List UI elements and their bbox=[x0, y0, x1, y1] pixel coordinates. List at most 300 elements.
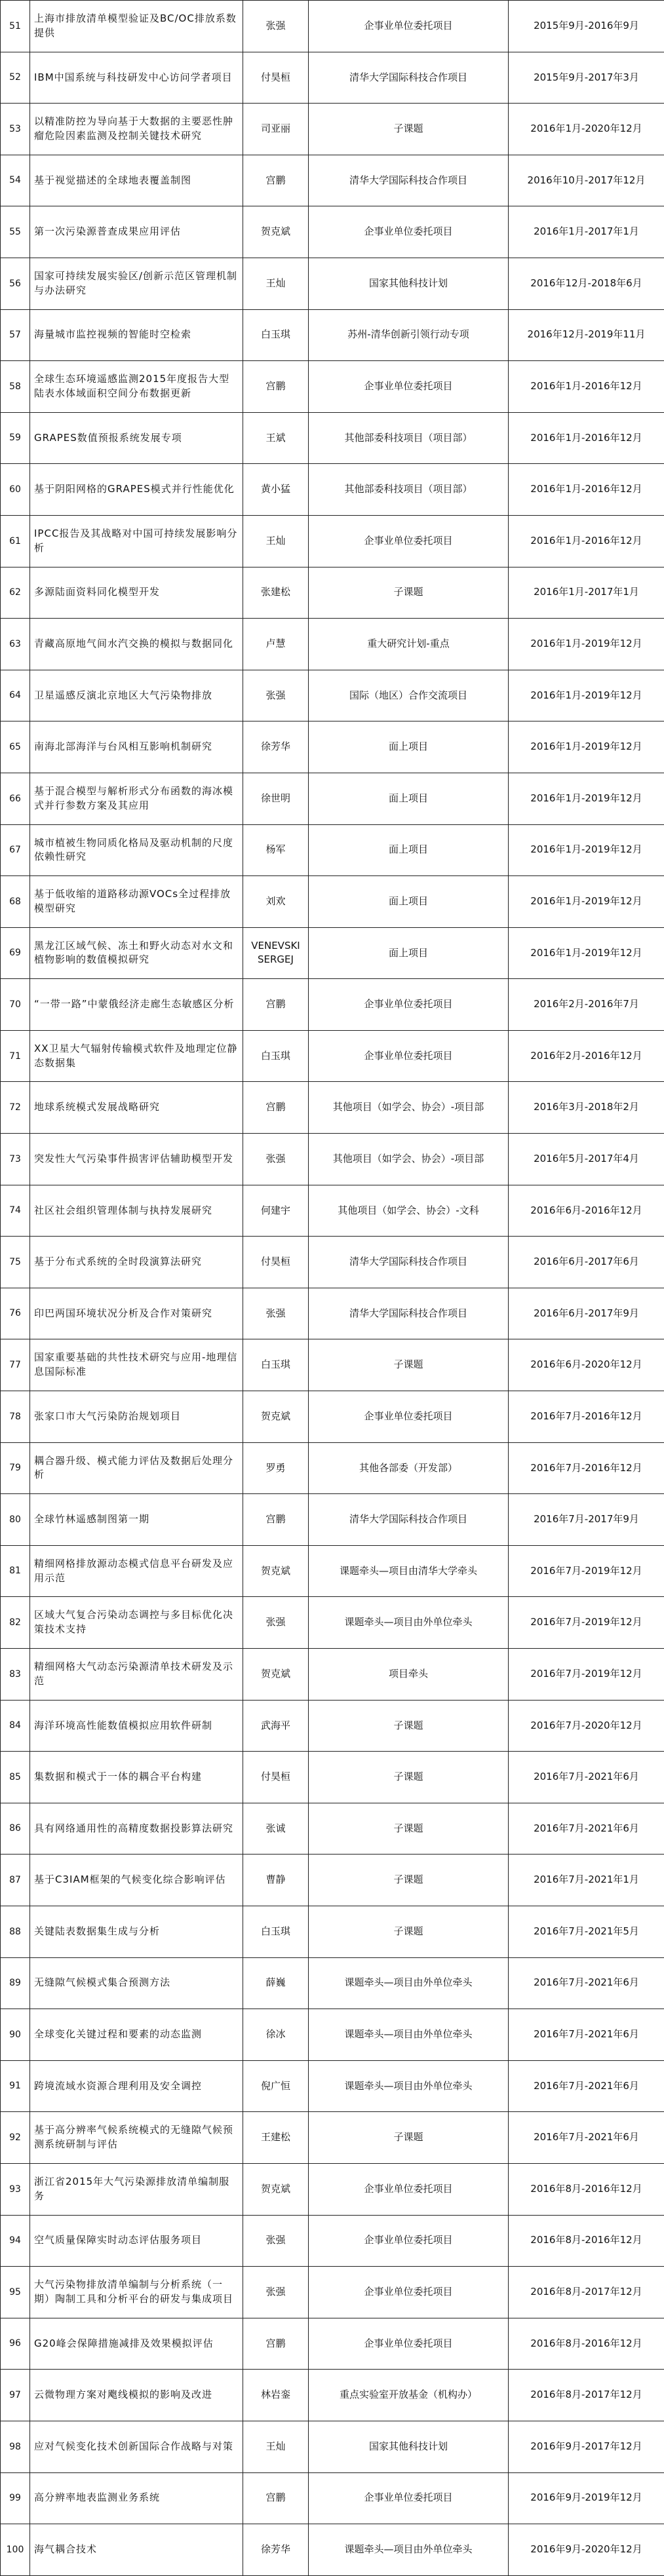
project-period: 2016年1月-2016年12月 bbox=[509, 464, 664, 516]
project-type: 企事业单位委托项目 bbox=[309, 206, 509, 258]
row-number: 73 bbox=[1, 1134, 30, 1185]
project-leader: 何建宇 bbox=[243, 1185, 309, 1237]
table-row bbox=[1, 104, 664, 155]
project-type: 课题牵头—项目由外单位牵头 bbox=[309, 2524, 509, 2576]
project-period: 2016年1月-2016年12月 bbox=[509, 361, 664, 413]
table-row bbox=[1, 206, 664, 258]
project-type: 面上项目 bbox=[309, 927, 509, 979]
project-title: 海洋环境高性能数值模拟应用软件研制 bbox=[30, 1700, 243, 1752]
table-row bbox=[1, 567, 664, 619]
project-title: 地球系统模式发展战略研究 bbox=[30, 1082, 243, 1134]
table-row bbox=[1, 2009, 664, 2061]
table-row bbox=[1, 876, 664, 928]
row-number: 81 bbox=[1, 1545, 30, 1597]
project-title: 第一次污染源普查成果应用评估 bbox=[30, 206, 243, 258]
project-title: 青藏高原地气间水汽交换的模拟与数据同化 bbox=[30, 619, 243, 670]
project-title: 国家重要基础的共性技术研究与应用-地理信息国际标准 bbox=[30, 1339, 243, 1391]
table-row bbox=[1, 2421, 664, 2472]
row-number: 54 bbox=[1, 155, 30, 206]
project-period: 2016年12月-2018年6月 bbox=[509, 258, 664, 309]
table-row bbox=[1, 1237, 664, 1288]
table-row bbox=[1, 721, 664, 773]
project-title: 南海北部海洋与台风相互影响机制研究 bbox=[30, 721, 243, 773]
project-title: 以精准防控为导向基于大数据的主要恶性肿瘤危险因素监测及控制关键技术研究 bbox=[30, 104, 243, 155]
project-period: 2016年9月-2019年12月 bbox=[509, 2472, 664, 2524]
project-type: 子课题 bbox=[309, 1906, 509, 1957]
project-leader: 宫鹏 bbox=[243, 1082, 309, 1134]
project-type: 企事业单位委托项目 bbox=[309, 361, 509, 413]
project-period: 2015年9月-2017年3月 bbox=[509, 52, 664, 104]
row-number: 56 bbox=[1, 258, 30, 309]
row-number: 51 bbox=[1, 1, 30, 52]
table-row bbox=[1, 2060, 664, 2112]
project-title: 张家口市大气污染防治规划项目 bbox=[30, 1391, 243, 1443]
project-leader: 张强 bbox=[243, 1, 309, 52]
table-row bbox=[1, 1030, 664, 1082]
project-type: 国际（地区）合作交流项目 bbox=[309, 670, 509, 721]
project-leader: 徐世明 bbox=[243, 773, 309, 824]
row-number: 82 bbox=[1, 1597, 30, 1649]
table-row bbox=[1, 1957, 664, 2009]
project-period: 2016年1月-2019年12月 bbox=[509, 876, 664, 928]
project-title: 云微物理方案对飑线模拟的影响及改进 bbox=[30, 2370, 243, 2421]
project-title: 跨境流域水资源合理利用及安全调控 bbox=[30, 2060, 243, 2112]
table-row bbox=[1, 927, 664, 979]
project-title: 全球生态环境遥感监测2015年度报告大型陆表水体域面积空间分布数据更新 bbox=[30, 361, 243, 413]
project-title: 基于视觉描述的全球地表覆盖制图 bbox=[30, 155, 243, 206]
row-number: 58 bbox=[1, 361, 30, 413]
project-title: 卫星遥感反演北京地区大气污染物排放 bbox=[30, 670, 243, 721]
project-period: 2016年1月-2019年12月 bbox=[509, 773, 664, 824]
table-row bbox=[1, 1649, 664, 1701]
project-type: 重大研究计划-重点 bbox=[309, 619, 509, 670]
project-period: 2016年6月-2016年12月 bbox=[509, 1185, 664, 1237]
table-row bbox=[1, 1, 664, 52]
row-number: 68 bbox=[1, 876, 30, 928]
project-title: 具有网络通用性的高精度数据投影算法研究 bbox=[30, 1803, 243, 1855]
project-period: 2016年3月-2018年2月 bbox=[509, 1082, 664, 1134]
project-leader: 张强 bbox=[243, 1134, 309, 1185]
table-row bbox=[1, 2524, 664, 2576]
table-row bbox=[1, 1803, 664, 1855]
project-period: 2016年8月-2017年12月 bbox=[509, 2370, 664, 2421]
row-number: 77 bbox=[1, 1339, 30, 1391]
project-period: 2016年7月-2017年9月 bbox=[509, 1494, 664, 1546]
project-period: 2016年2月-2016年12月 bbox=[509, 1030, 664, 1082]
row-number: 89 bbox=[1, 1957, 30, 2009]
project-period: 2016年1月-2019年12月 bbox=[509, 619, 664, 670]
project-type: 面上项目 bbox=[309, 773, 509, 824]
table-row bbox=[1, 2163, 664, 2215]
project-type: 其他项目（如学会、协会）-项目部 bbox=[309, 1134, 509, 1185]
project-title: 基于C3IAM框架的气候变化综合影响评估 bbox=[30, 1855, 243, 1906]
project-title: 大气污染物排放清单编制与分析系统（一期）陶制工具和分析平台的研发与集成项目 bbox=[30, 2267, 243, 2318]
table-row bbox=[1, 1855, 664, 1906]
table-row bbox=[1, 155, 664, 206]
table-row bbox=[1, 2215, 664, 2267]
project-leader: 张诚 bbox=[243, 1803, 309, 1855]
project-leader: 王灿 bbox=[243, 2421, 309, 2472]
project-period: 2016年6月-2017年6月 bbox=[509, 1237, 664, 1288]
table-row bbox=[1, 361, 664, 413]
row-number: 93 bbox=[1, 2163, 30, 2215]
project-title: 海气耦合技术 bbox=[30, 2524, 243, 2576]
project-period: 2016年6月-2017年9月 bbox=[509, 1288, 664, 1339]
project-title: IPCC报告及其战略对中国可持续发展影响分析 bbox=[30, 515, 243, 567]
project-leader: 武海平 bbox=[243, 1700, 309, 1752]
project-leader: 宫鹏 bbox=[243, 155, 309, 206]
project-leader: 宫鹏 bbox=[243, 2318, 309, 2370]
row-number: 64 bbox=[1, 670, 30, 721]
project-period: 2016年9月-2017年12月 bbox=[509, 2421, 664, 2472]
project-type: 课题牵头—项目由外单位牵头 bbox=[309, 1597, 509, 1649]
project-period: 2016年8月-2016年12月 bbox=[509, 2163, 664, 2215]
project-period: 2016年1月-2019年12月 bbox=[509, 824, 664, 876]
project-period: 2016年1月-2019年12月 bbox=[509, 927, 664, 979]
project-leader: 白玉琪 bbox=[243, 1906, 309, 1957]
project-leader: 张强 bbox=[243, 2267, 309, 2318]
project-title: “一带一路”中蒙俄经济走廊生态敏感区分析 bbox=[30, 979, 243, 1031]
project-leader: 贺克斌 bbox=[243, 206, 309, 258]
project-type: 面上项目 bbox=[309, 721, 509, 773]
project-type: 子课题 bbox=[309, 2112, 509, 2164]
table-row bbox=[1, 1134, 664, 1185]
project-leader: 刘欢 bbox=[243, 876, 309, 928]
row-number: 100 bbox=[1, 2524, 30, 2576]
row-number: 52 bbox=[1, 52, 30, 104]
project-type: 重点实验室开放基金（机构办） bbox=[309, 2370, 509, 2421]
project-type: 企事业单位委托项目 bbox=[309, 2215, 509, 2267]
project-type: 企事业单位委托项目 bbox=[309, 1391, 509, 1443]
project-leader: 白玉琪 bbox=[243, 1030, 309, 1082]
project-period: 2016年8月-2017年12月 bbox=[509, 2267, 664, 2318]
project-title: 基于阴阳网格的GRAPES模式并行性能优化 bbox=[30, 464, 243, 516]
project-period: 2016年12月-2019年11月 bbox=[509, 309, 664, 361]
project-type: 企事业单位委托项目 bbox=[309, 2163, 509, 2215]
row-number: 66 bbox=[1, 773, 30, 824]
table-row bbox=[1, 1339, 664, 1391]
table-row bbox=[1, 258, 664, 309]
project-leader: 王建松 bbox=[243, 2112, 309, 2164]
project-type: 企事业单位委托项目 bbox=[309, 2318, 509, 2370]
project-type: 子课题 bbox=[309, 1339, 509, 1391]
row-number: 94 bbox=[1, 2215, 30, 2267]
row-number: 57 bbox=[1, 309, 30, 361]
project-period: 2016年7月-2021年6月 bbox=[509, 1957, 664, 2009]
project-type: 其他各部委（开发部） bbox=[309, 1442, 509, 1494]
project-period: 2016年10月-2017年12月 bbox=[509, 155, 664, 206]
project-title: 精细网格排放源动态模式信息平台研发及应用示范 bbox=[30, 1545, 243, 1597]
project-period: 2016年5月-2017年4月 bbox=[509, 1134, 664, 1185]
table-row bbox=[1, 2112, 664, 2164]
project-leader: 贺克斌 bbox=[243, 1391, 309, 1443]
project-title: 基于高分辨率气候系统模式的无缝隙气候预测系统研制与评估 bbox=[30, 2112, 243, 2164]
project-type: 清华大学国际科技合作项目 bbox=[309, 1288, 509, 1339]
project-leader: 贺克斌 bbox=[243, 1649, 309, 1701]
project-title: 基于混合模型与解析形式分布函数的海冰模式并行参数方案及其应用 bbox=[30, 773, 243, 824]
project-type: 子课题 bbox=[309, 567, 509, 619]
project-type: 子课题 bbox=[309, 1752, 509, 1803]
project-leader: 张强 bbox=[243, 670, 309, 721]
row-number: 53 bbox=[1, 104, 30, 155]
project-title: 浙江省2015年大气污染源排放清单编制服务 bbox=[30, 2163, 243, 2215]
row-number: 74 bbox=[1, 1185, 30, 1237]
row-number: 97 bbox=[1, 2370, 30, 2421]
row-number: 59 bbox=[1, 412, 30, 464]
project-leader: 张建松 bbox=[243, 567, 309, 619]
project-title: 无缝隙气候模式集合预测方法 bbox=[30, 1957, 243, 2009]
row-number: 86 bbox=[1, 1803, 30, 1855]
table-row bbox=[1, 824, 664, 876]
project-type: 企事业单位委托项目 bbox=[309, 1030, 509, 1082]
project-leader: 倪广恒 bbox=[243, 2060, 309, 2112]
row-number: 84 bbox=[1, 1700, 30, 1752]
row-number: 88 bbox=[1, 1906, 30, 1957]
row-number: 65 bbox=[1, 721, 30, 773]
project-type: 企事业单位委托项目 bbox=[309, 2267, 509, 2318]
table-row bbox=[1, 1442, 664, 1494]
project-type: 其他部委科技项目（项目部） bbox=[309, 412, 509, 464]
row-number: 98 bbox=[1, 2421, 30, 2472]
row-number: 92 bbox=[1, 2112, 30, 2164]
project-type: 国家其他科技计划 bbox=[309, 258, 509, 309]
project-leader: 白玉琪 bbox=[243, 1339, 309, 1391]
project-period: 2016年9月-2020年12月 bbox=[509, 2524, 664, 2576]
project-period: 2016年1月-2017年1月 bbox=[509, 567, 664, 619]
project-period: 2016年7月-2016年12月 bbox=[509, 1391, 664, 1443]
project-title: 印巴两国环境状况分析及合作对策研究 bbox=[30, 1288, 243, 1339]
project-leader: 王灿 bbox=[243, 515, 309, 567]
project-type: 企事业单位委托项目 bbox=[309, 2472, 509, 2524]
project-title: 国家可持续发展实验区/创新示范区管理机制与办法研究 bbox=[30, 258, 243, 309]
project-leader: VENEVSKI SERGEJ bbox=[243, 927, 309, 979]
table-row bbox=[1, 670, 664, 721]
project-type: 面上项目 bbox=[309, 876, 509, 928]
project-title: 区域大气复合污染动态调控与多目标优化决策技术支持 bbox=[30, 1597, 243, 1649]
project-period: 2016年1月-2016年12月 bbox=[509, 412, 664, 464]
table-row bbox=[1, 309, 664, 361]
project-title: 应对气候变化技术创新国际合作战略与对策 bbox=[30, 2421, 243, 2472]
row-number: 69 bbox=[1, 927, 30, 979]
project-title: 黑龙江区域气候、冻土和野火动态对水文和植物影响的数值模拟研究 bbox=[30, 927, 243, 979]
project-period: 2016年7月-2021年6月 bbox=[509, 2009, 664, 2061]
project-type: 子课题 bbox=[309, 1803, 509, 1855]
table-row bbox=[1, 1185, 664, 1237]
project-type: 国家其他科技计划 bbox=[309, 2421, 509, 2472]
project-leader: 宫鹏 bbox=[243, 361, 309, 413]
project-type: 课题牵头—项目由外单位牵头 bbox=[309, 2060, 509, 2112]
row-number: 79 bbox=[1, 1442, 30, 1494]
project-leader: 白玉琪 bbox=[243, 309, 309, 361]
project-leader: 王斌 bbox=[243, 412, 309, 464]
project-title: 全球变化关键过程和要素的动态监测 bbox=[30, 2009, 243, 2061]
table-row bbox=[1, 515, 664, 567]
project-title: 空气质量保障实时动态评估服务项目 bbox=[30, 2215, 243, 2267]
project-period: 2016年8月-2016年12月 bbox=[509, 2215, 664, 2267]
project-type: 子课题 bbox=[309, 1700, 509, 1752]
project-leader: 张强 bbox=[243, 1597, 309, 1649]
project-title: 高分辨率地表监测业务系统 bbox=[30, 2472, 243, 2524]
project-period: 2016年7月-2021年5月 bbox=[509, 1906, 664, 1957]
project-type: 苏州-清华创新引领行动专项 bbox=[309, 309, 509, 361]
row-number: 70 bbox=[1, 979, 30, 1031]
row-number: 75 bbox=[1, 1237, 30, 1288]
table-row bbox=[1, 52, 664, 104]
table-row bbox=[1, 1597, 664, 1649]
row-number: 72 bbox=[1, 1082, 30, 1134]
project-leader: 宫鹏 bbox=[243, 1494, 309, 1546]
project-period: 2016年1月-2019年12月 bbox=[509, 721, 664, 773]
project-title: 上海市排放清单模型验证及BC/OC排放系数提供 bbox=[30, 1, 243, 52]
table-row bbox=[1, 619, 664, 670]
project-type: 子课题 bbox=[309, 1855, 509, 1906]
project-leader: 宫鹏 bbox=[243, 2472, 309, 2524]
project-title: 社区社会组织管理体制与执持发展研究 bbox=[30, 1185, 243, 1237]
table-row bbox=[1, 2370, 664, 2421]
row-number: 60 bbox=[1, 464, 30, 516]
project-leader: 付昊桓 bbox=[243, 1237, 309, 1288]
project-title: 集数据和模式于一体的耦合平台构建 bbox=[30, 1752, 243, 1803]
project-leader: 王灿 bbox=[243, 258, 309, 309]
project-period: 2016年6月-2020年12月 bbox=[509, 1339, 664, 1391]
table-row bbox=[1, 2472, 664, 2524]
project-leader: 付昊桓 bbox=[243, 1752, 309, 1803]
project-period: 2016年7月-2021年6月 bbox=[509, 2060, 664, 2112]
project-type: 课题牵头—项目由外单位牵头 bbox=[309, 1957, 509, 2009]
project-type: 企事业单位委托项目 bbox=[309, 1, 509, 52]
row-number: 62 bbox=[1, 567, 30, 619]
project-title: 精细网格大气动态污染源清单技术研发及示范 bbox=[30, 1649, 243, 1701]
project-title: 突发性大气污染事件损害评估辅助模型开发 bbox=[30, 1134, 243, 1185]
project-leader: 黄小猛 bbox=[243, 464, 309, 516]
project-period: 2016年1月-2017年1月 bbox=[509, 206, 664, 258]
project-leader: 徐芳华 bbox=[243, 721, 309, 773]
row-number: 76 bbox=[1, 1288, 30, 1339]
row-number: 85 bbox=[1, 1752, 30, 1803]
project-leader: 杨军 bbox=[243, 824, 309, 876]
table-row bbox=[1, 1752, 664, 1803]
table-row bbox=[1, 1545, 664, 1597]
row-number: 80 bbox=[1, 1494, 30, 1546]
project-leader: 付昊桓 bbox=[243, 52, 309, 104]
project-period: 2016年7月-2016年12月 bbox=[509, 1442, 664, 1494]
row-number: 83 bbox=[1, 1649, 30, 1701]
project-type: 其他项目（如学会、协会）-项目部 bbox=[309, 1082, 509, 1134]
project-title: 多源陆面资料同化模型开发 bbox=[30, 567, 243, 619]
project-period: 2016年1月-2016年12月 bbox=[509, 515, 664, 567]
project-title: 城市植被生物同质化格局及驱动机制的尺度依赖性研究 bbox=[30, 824, 243, 876]
project-type: 清华大学国际科技合作项目 bbox=[309, 1237, 509, 1288]
project-leader: 徐芳华 bbox=[243, 2524, 309, 2576]
table-row bbox=[1, 2318, 664, 2370]
project-leader: 曹静 bbox=[243, 1855, 309, 1906]
project-period: 2016年7月-2019年12月 bbox=[509, 1545, 664, 1597]
project-title: 全球竹林遥感制图第一期 bbox=[30, 1494, 243, 1546]
project-leader: 卢慧 bbox=[243, 619, 309, 670]
project-leader: 宫鹏 bbox=[243, 979, 309, 1031]
project-leader: 徐冰 bbox=[243, 2009, 309, 2061]
project-type: 课题牵头—项目由外单位牵头 bbox=[309, 2009, 509, 2061]
row-number: 91 bbox=[1, 2060, 30, 2112]
project-leader: 林岩銮 bbox=[243, 2370, 309, 2421]
project-leader: 贺克斌 bbox=[243, 1545, 309, 1597]
project-title: 基于低收缩的道路移动源VOCs全过程排放模型研究 bbox=[30, 876, 243, 928]
project-leader: 张强 bbox=[243, 2215, 309, 2267]
project-period: 2016年7月-2021年1月 bbox=[509, 1855, 664, 1906]
table-row bbox=[1, 1906, 664, 1957]
table-row bbox=[1, 1700, 664, 1752]
project-leader: 张强 bbox=[243, 1288, 309, 1339]
row-number: 63 bbox=[1, 619, 30, 670]
project-leader: 薛巍 bbox=[243, 1957, 309, 2009]
table-row bbox=[1, 1082, 664, 1134]
project-type: 清华大学国际科技合作项目 bbox=[309, 52, 509, 104]
row-number: 71 bbox=[1, 1030, 30, 1082]
project-type: 其他项目（如学会、协会）-文科 bbox=[309, 1185, 509, 1237]
project-type: 课题牵头—项目由清华大学牵头 bbox=[309, 1545, 509, 1597]
project-type: 清华大学国际科技合作项目 bbox=[309, 155, 509, 206]
row-number: 67 bbox=[1, 824, 30, 876]
row-number: 90 bbox=[1, 2009, 30, 2061]
row-number: 96 bbox=[1, 2318, 30, 2370]
project-period: 2016年7月-2021年6月 bbox=[509, 1803, 664, 1855]
project-leader: 罗勇 bbox=[243, 1442, 309, 1494]
row-number: 99 bbox=[1, 2472, 30, 2524]
project-period: 2016年7月-2021年6月 bbox=[509, 1752, 664, 1803]
project-period: 2016年7月-2019年12月 bbox=[509, 1597, 664, 1649]
project-leader: 司亚丽 bbox=[243, 104, 309, 155]
project-leader: 贺克斌 bbox=[243, 2163, 309, 2215]
project-period: 2016年7月-2021年6月 bbox=[509, 2112, 664, 2164]
project-table-body bbox=[1, 1, 664, 2576]
table-row bbox=[1, 1288, 664, 1339]
project-period: 2015年9月-2016年9月 bbox=[509, 1, 664, 52]
project-period: 2016年1月-2019年12月 bbox=[509, 670, 664, 721]
table-row bbox=[1, 1391, 664, 1443]
project-period: 2016年2月-2016年7月 bbox=[509, 979, 664, 1031]
project-title: IBM中国系统与科技研发中心访问学者项目 bbox=[30, 52, 243, 104]
project-title: 海量城市监控视频的智能时空检索 bbox=[30, 309, 243, 361]
project-type: 子课题 bbox=[309, 104, 509, 155]
project-period: 2016年7月-2020年12月 bbox=[509, 1700, 664, 1752]
project-title: 关键陆表数据集生成与分析 bbox=[30, 1906, 243, 1957]
project-type: 企事业单位委托项目 bbox=[309, 979, 509, 1031]
row-number: 55 bbox=[1, 206, 30, 258]
project-type: 清华大学国际科技合作项目 bbox=[309, 1494, 509, 1546]
project-period: 2016年8月-2016年12月 bbox=[509, 2318, 664, 2370]
project-period: 2016年7月-2019年12月 bbox=[509, 1649, 664, 1701]
project-title: 基于分布式系统的全时段演算法研究 bbox=[30, 1237, 243, 1288]
table-row bbox=[1, 412, 664, 464]
project-type: 项目牵头 bbox=[309, 1649, 509, 1701]
row-number: 95 bbox=[1, 2267, 30, 2318]
project-type: 其他部委科技项目（项目部） bbox=[309, 464, 509, 516]
project-title: GRAPES数值预报系统发展专项 bbox=[30, 412, 243, 464]
project-type: 企事业单位委托项目 bbox=[309, 515, 509, 567]
table-row bbox=[1, 773, 664, 824]
project-type: 面上项目 bbox=[309, 824, 509, 876]
table-row bbox=[1, 464, 664, 516]
project-title: 耦合器升级、模式能力评估及数据后处理分析 bbox=[30, 1442, 243, 1494]
table-row bbox=[1, 979, 664, 1031]
project-title: G20峰会保障措施减排及效果模拟评估 bbox=[30, 2318, 243, 2370]
row-number: 61 bbox=[1, 515, 30, 567]
table-row bbox=[1, 1494, 664, 1546]
row-number: 87 bbox=[1, 1855, 30, 1906]
project-period: 2016年1月-2020年12月 bbox=[509, 104, 664, 155]
project-title: XX卫星大气辐射传输模式软件及地理定位静态数据集 bbox=[30, 1030, 243, 1082]
row-number: 78 bbox=[1, 1391, 30, 1443]
